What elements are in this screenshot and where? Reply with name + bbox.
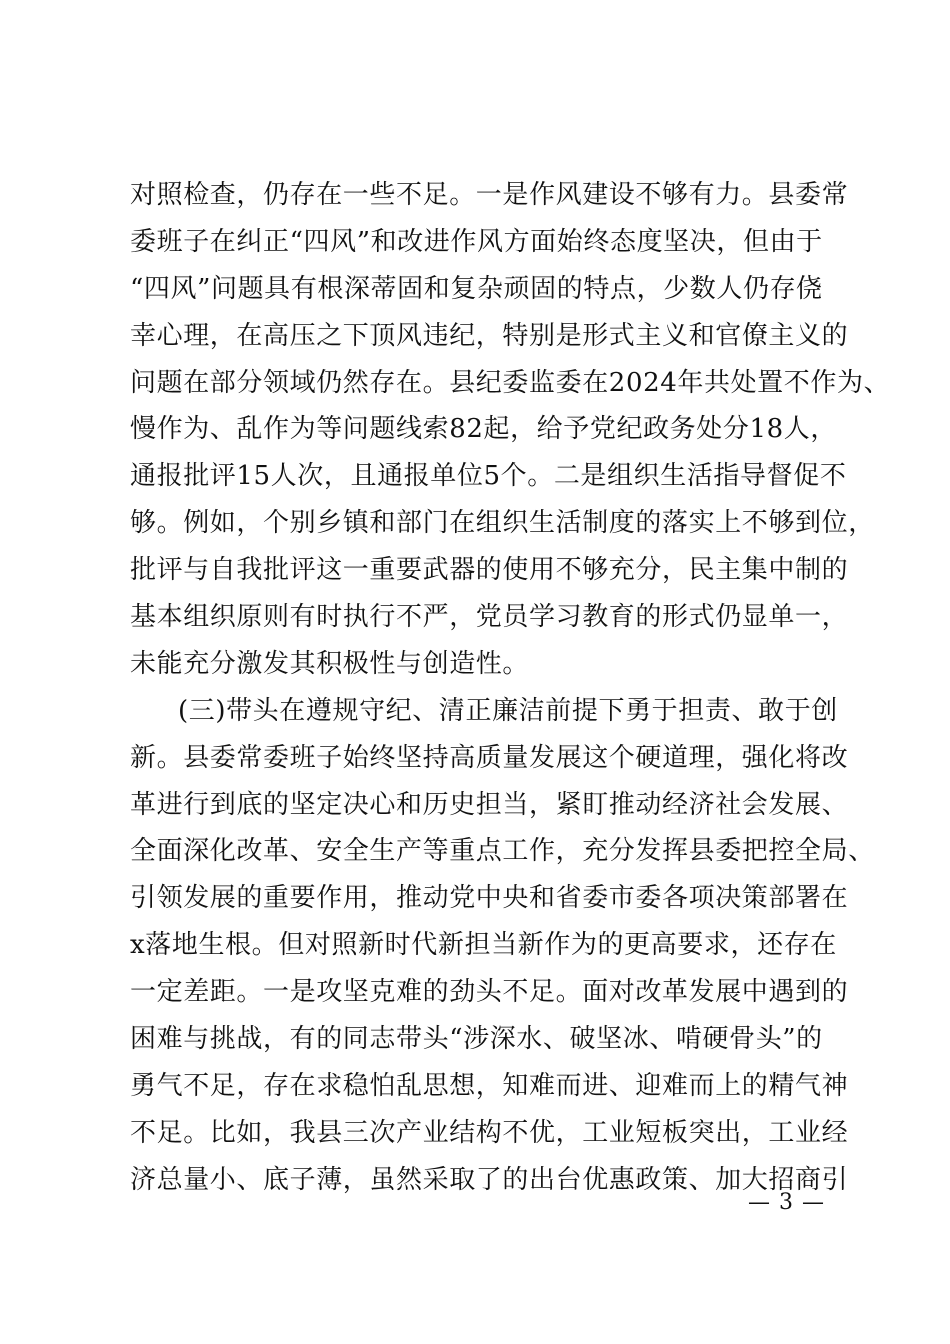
text-line-16: 引领发展的重要作用，推动党中央和省委市委各项决策部署在 [130, 883, 849, 914]
text-line-10: 基本组织原则有时执行不严，党员学习教育的形式仍显单一， [130, 602, 849, 633]
text-line-7: 通报批评15人次，且通报单位5个。二是组织生活指导督促不 [130, 461, 847, 492]
text-line-20: 勇气不足，存在求稳怕乱思想，知难而进、迎难而上的精气神 [130, 1070, 849, 1101]
text-line-18: 一定差距。一是攻坚克难的劲头不足。面对改革发展中遇到的 [130, 977, 849, 1008]
text-line-15: 全面深化改革、安全生产等重点工作，充分发挥县委把控全局、 [130, 836, 875, 867]
text-line-5: 问题在部分领域仍然存在。县纪委监委在2024年共处置不作为、 [130, 367, 891, 398]
text-line-14: 革进行到底的坚定决心和历史担当，紧盯推动经济社会发展、 [130, 789, 849, 820]
text-line-2: 委班子在纠正“四风”和改进作风方面始终态度坚决，但由于 [130, 226, 823, 257]
text-line-9: 批评与自我批评这一重要武器的使用不够充分，民主集中制的 [130, 555, 849, 586]
text-line-1: 对照检查，仍存在一些不足。一是作风建设不够有力。县委常 [130, 180, 849, 210]
text-line-3: “四风”问题具有根深蒂固和复杂顽固的特点，少数人仍存侥 [130, 273, 823, 304]
text-line-8: 够。例如，个别乡镇和部门在组织生活制度的落实上不够到位， [130, 508, 875, 539]
text-line-19: 困难与挑战，有的同志带头“涉深水、破坚冰、啃硬骨头”的 [130, 1024, 823, 1055]
text-line-6: 慢作为、乱作为等问题线索82起，给予党纪政务处分18人， [130, 414, 837, 445]
text-line-22: 济总量小、底子薄，虽然采取了的出台优惠政策、加大招商引 [130, 1164, 849, 1195]
text-line-11: 未能充分激发其积极性与创造性。 [130, 648, 530, 679]
text-line-21: 不足。比如，我县三次产业结构不优，工业短板突出，工业经 [130, 1117, 849, 1148]
text-line-4: 幸心理，在高压之下顶风违纪，特别是形式主义和官僚主义的 [130, 320, 849, 351]
text-line-17: x落地生根。但对照新时代新担当新作为的更高要求，还存在 [130, 930, 837, 961]
text-line-13: 新。县委常委班子始终坚持高质量发展这个硬道理，强化将改 [130, 742, 849, 773]
page-number: — 3 — [748, 1190, 825, 1215]
body-text [130, 172, 891, 1204]
section-heading-line: (三)带头在遵规守纪、清正廉洁前提下勇于担责、敢于创 [178, 695, 838, 726]
